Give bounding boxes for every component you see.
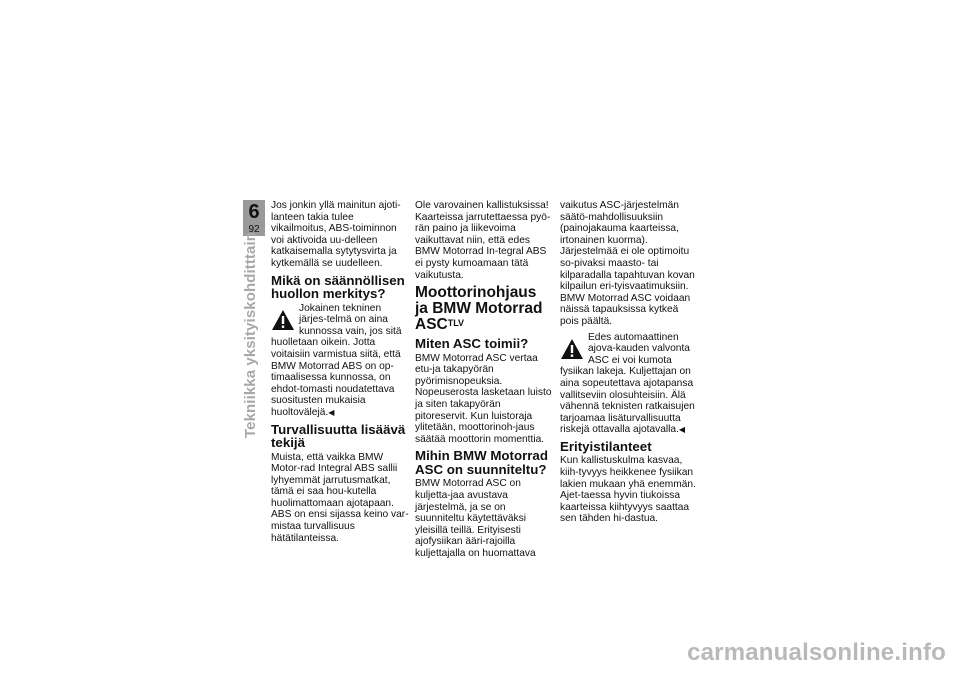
section-heading-text: Moottorinohjaus ja BMW Motorrad ASC xyxy=(415,284,543,334)
column-1 xyxy=(271,200,409,544)
warning-triangle-icon xyxy=(560,338,584,360)
watermark: carmanualsonline.info xyxy=(687,639,946,666)
superscript: TLV xyxy=(447,318,465,329)
paragraph: Ole varovainen kallistuksissa! Kaarteissa jarrutettaessa pyö-rän paino ja liikevoima vaikuttavat niin, että edes BMW Motorrad In-tegral ABS ei pysty kumoamaan tätä vaikutusta. xyxy=(415,200,551,281)
heading: Erityistilanteet xyxy=(560,438,652,454)
heading: Mihin BMW Motorrad ASC on suunniteltu? xyxy=(415,448,548,477)
column-3 xyxy=(560,200,698,525)
column-2 xyxy=(415,200,553,560)
paragraph: Jos jonkin yllä mainitun ajoti-lanteen takia tulee vikailmoitus, ABS-toiminnon voi aktivoida uu-delleen katkaisemalla sytytysvirta ja kytkemällä se uudelleen. xyxy=(271,200,401,269)
paragraph: Muista, että vaikka BMW Motor-rad Integral ABS sallii lyhyemmät jarrutusmatkat, tämä ei saa hou-kutella huolimattomaan ajotapaan. ABS on ensi sijassa keino var-mistaa turvallisuus hätätilanteissa. xyxy=(271,451,409,544)
heading: Miten ASC toimii? xyxy=(415,336,529,352)
end-marker: ◀ xyxy=(678,425,686,435)
warning-block xyxy=(560,332,698,436)
heading: Turvallisuutta lisäävä tekijä xyxy=(271,421,406,450)
paragraph: BMW Motorrad ASC on kuljetta-jaa avustava järjestelmä, ja se on suunniteltu käytettäväksi yleisillä teillä. Erityisesti ajofysiikan ääri-rajoilla kuljettajalla on huomattava xyxy=(415,478,536,559)
page-number: 92 xyxy=(248,224,260,235)
warning-text: Edes automaattinen ajova-kauden valvonta ASC ei voi kumota fysiikan lakeja. Kuljettajan on aina sopeutettava ajotapansa vallitseviin olosuhteisiin. Älä vähennä teknisten ratkaisujen tarjoamaa lisäturvallisuutta riskejä ottavalla ajotavalla. xyxy=(560,331,695,436)
paragraph: Kun kallistuskulma kasvaa, kiih-tyvyys heikkenee fysiikan lakien mukaan yhä enemmän. Ajet-taessa hyvin tiukoissa kaarteissa kiihtyvyys saattaa sen tähden hi-dastua. xyxy=(560,455,696,525)
warning-block xyxy=(271,303,409,419)
heading: Mikä on säännöllisen huollon merkitys? xyxy=(271,272,405,302)
chapter-tab xyxy=(243,200,265,236)
end-marker: ◀ xyxy=(328,407,335,417)
warning-text: Jokainen tekninen järjes-telmä on aina kunnossa vain, jos sitä huolletaan oikein. Jotta voitaisiin varmistua siitä, että BMW Motorrad ABS on op-timaalisessa kunnossa, on ehdot-tomasti noudatettava suositusten mukaisia huoltovälejä. xyxy=(271,302,402,418)
warning-triangle-icon xyxy=(271,309,295,331)
side-chapter-label: Tekniikka yksityiskohditttain xyxy=(242,231,259,438)
paragraph: BMW Motorrad ASC vertaa etu-ja takapyörän pyörimisnopeuksia. Nopeuserosta lasketaan luisto ja siten takapyörän pitoreservit. Kun luistoraja ylitetään, moottorinoh-jaus säätää moottorin momenttia. xyxy=(415,352,552,445)
section-heading xyxy=(415,285,553,333)
chapter-number: 6 xyxy=(248,201,260,223)
paragraph: vaikutus ASC-järjestelmän säätö-mahdollisuuksiin (painojakauma kaarteissa, irtonainen kuorma). Järjestelmää ei ole optimoitu so-pivaksi maasto- tai kilparadalla tapahtuvan kovan kilpailun eri-tyisvaatimuksiin. BMW Motorrad ASC voidaan näissä tapauksissa kytkeä pois päältä. xyxy=(560,200,695,327)
